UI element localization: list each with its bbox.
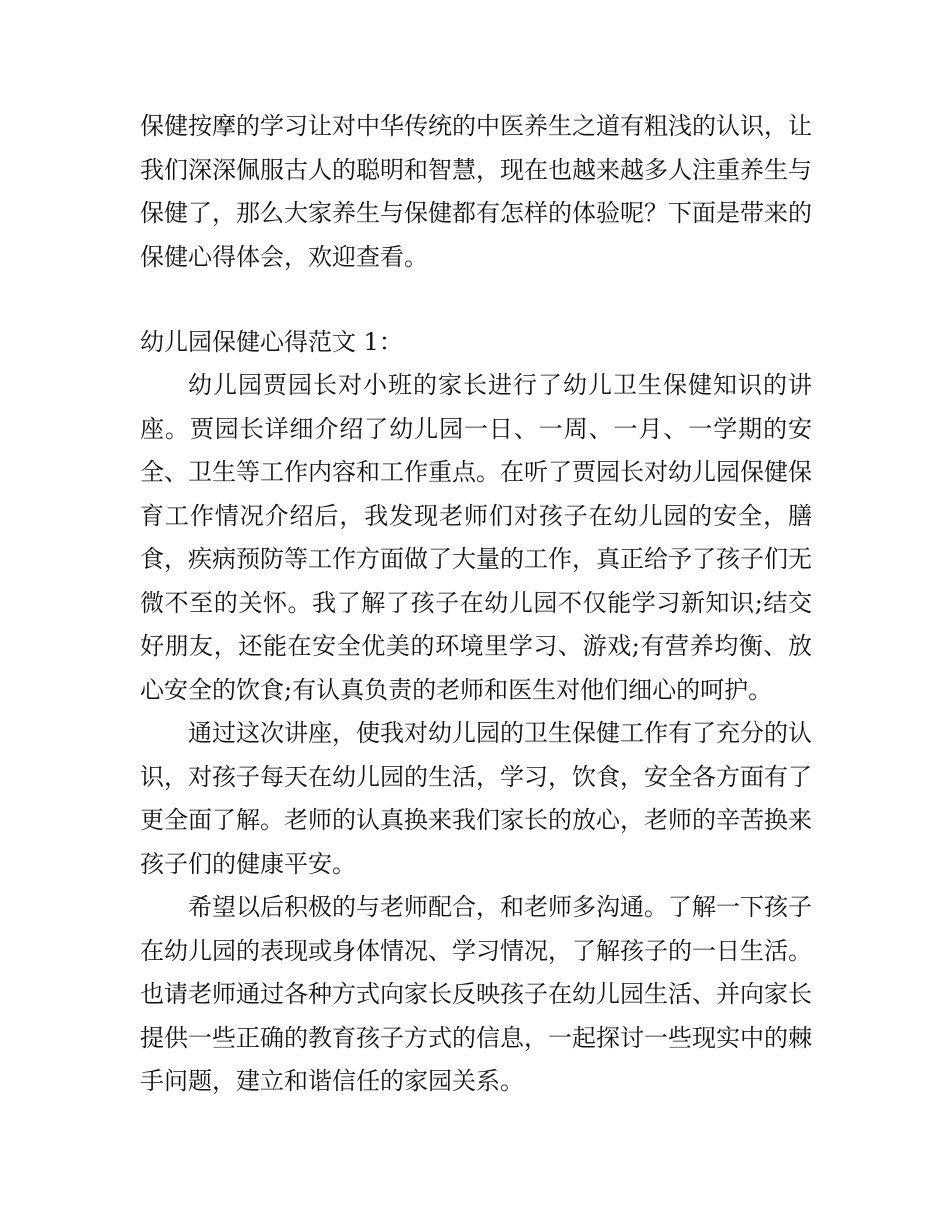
body-paragraph-2: 通过这次讲座，使我对幼儿园的卫生保健工作有了充分的认识，对孩子每天在幼儿园的生活，学习，饮食，安全各方面有了更全面了解。老师的认真换来我们家长的放心，老师的辛苦换来孩子们的健康平安。	[140, 719, 812, 878]
essay-body	[140, 364, 812, 1104]
intro-text: 保健按摩的学习让对中华传统的中医养生之道有粗浅的认识，让我们深深佩服古人的聪明和智慧，现在也越来越多人注重养生与保健了，那么大家养生与保健都有怎样的体验呢？下面是带来的保健心得体会，欢迎查看。	[140, 112, 812, 271]
intro-paragraph	[140, 105, 812, 279]
section-title	[140, 321, 812, 365]
body-paragraph-3: 希望以后积极的与老师配合，和老师多沟通。了解一下孩子在幼儿园的表现或身体情况、学习情况，了解孩子的一日生活。也请老师通过各种方式向家长反映孩子在幼儿园生活、并向家长提供一些正确的教育孩子方式的信息，一起探讨一些现实中的棘手问题，建立和谐信任的家园关系。	[140, 893, 812, 1095]
section-title-text: 幼儿园保健心得范文 1：	[140, 328, 403, 356]
body-paragraph-1: 幼儿园贾园长对小班的家长进行了幼儿卫生保健知识的讲座。贾园长详细介绍了幼儿园一日、一周、一月、一学期的安全、卫生等工作内容和工作重点。在听了贾园长对幼儿园保健保育工作情况介绍后，我发现老师们对孩子在幼儿园的安全，膳食，疾病预防等工作方面做了大量的工作，真正给予了孩子们无微不至的关怀。我了解了孩子在幼儿园不仅能学习新知识;结交好朋友，还能在安全优美的环境里学习、游戏;有营养均衡、放心安全的饮食;有认真负责的老师和医生对他们细心的呵护。	[140, 371, 812, 704]
